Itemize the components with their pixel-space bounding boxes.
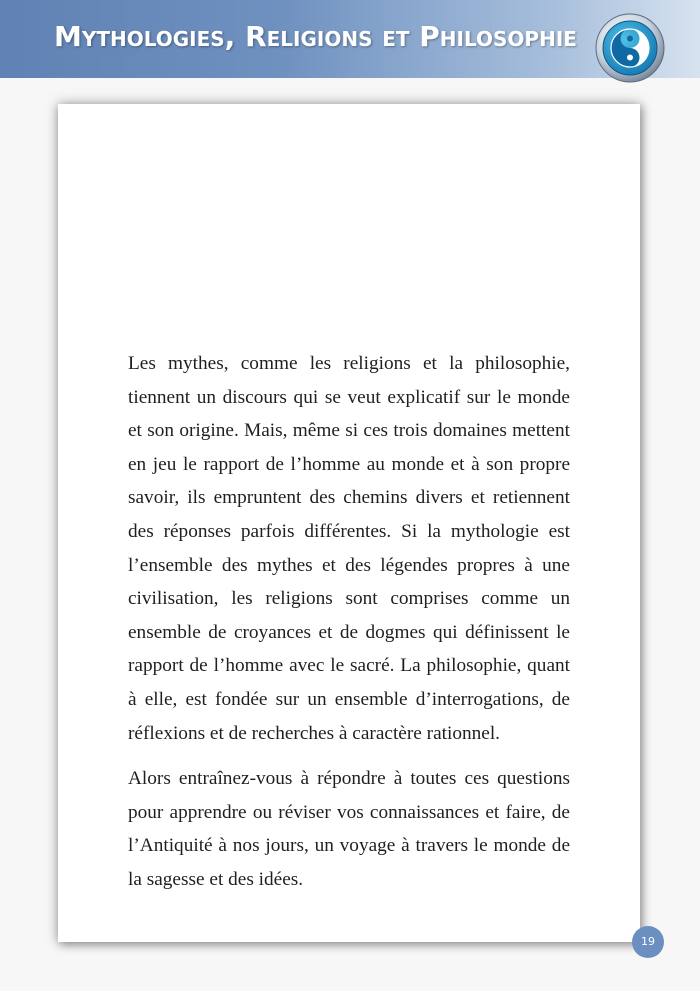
header-title: Mythologies, Religions et Philosophie xyxy=(54,20,577,53)
page-header xyxy=(0,0,700,78)
content-card xyxy=(58,104,640,942)
intro-paragraph-2: Alors entraînez-vous à répondre à toutes ces questions pour apprendre ou réviser vos connaissances et faire, de l’Antiquité à nos jours, un voyage à travers le monde de la sagesse et des idées. xyxy=(128,768,570,890)
yin-yang-icon xyxy=(594,12,666,84)
page-number-badge: 19 xyxy=(632,926,664,958)
intro-paragraph-1: Les mythes, comme les religions et la philosophie, tiennent un discours qui se veut explicatif sur le monde et son origine. Mais, même si ces trois domaines mettent en jeu le rapport de l’homme au monde et à son propre savoir, ils empruntent des chemins divers et retiennent des réponses parfois différentes. Si la mythologie est l’ensemble des mythes et des légendes propres à une civilisation, les religions sont comprises comme un ensemble de croyances et de dogmes qui définissent le rapport de l’homme avec le sacré. La philosophie, quant à elle, est fondée sur un ensemble d’interrogations, de réflexions et de recherches à caractère rationnel. xyxy=(128,353,570,744)
